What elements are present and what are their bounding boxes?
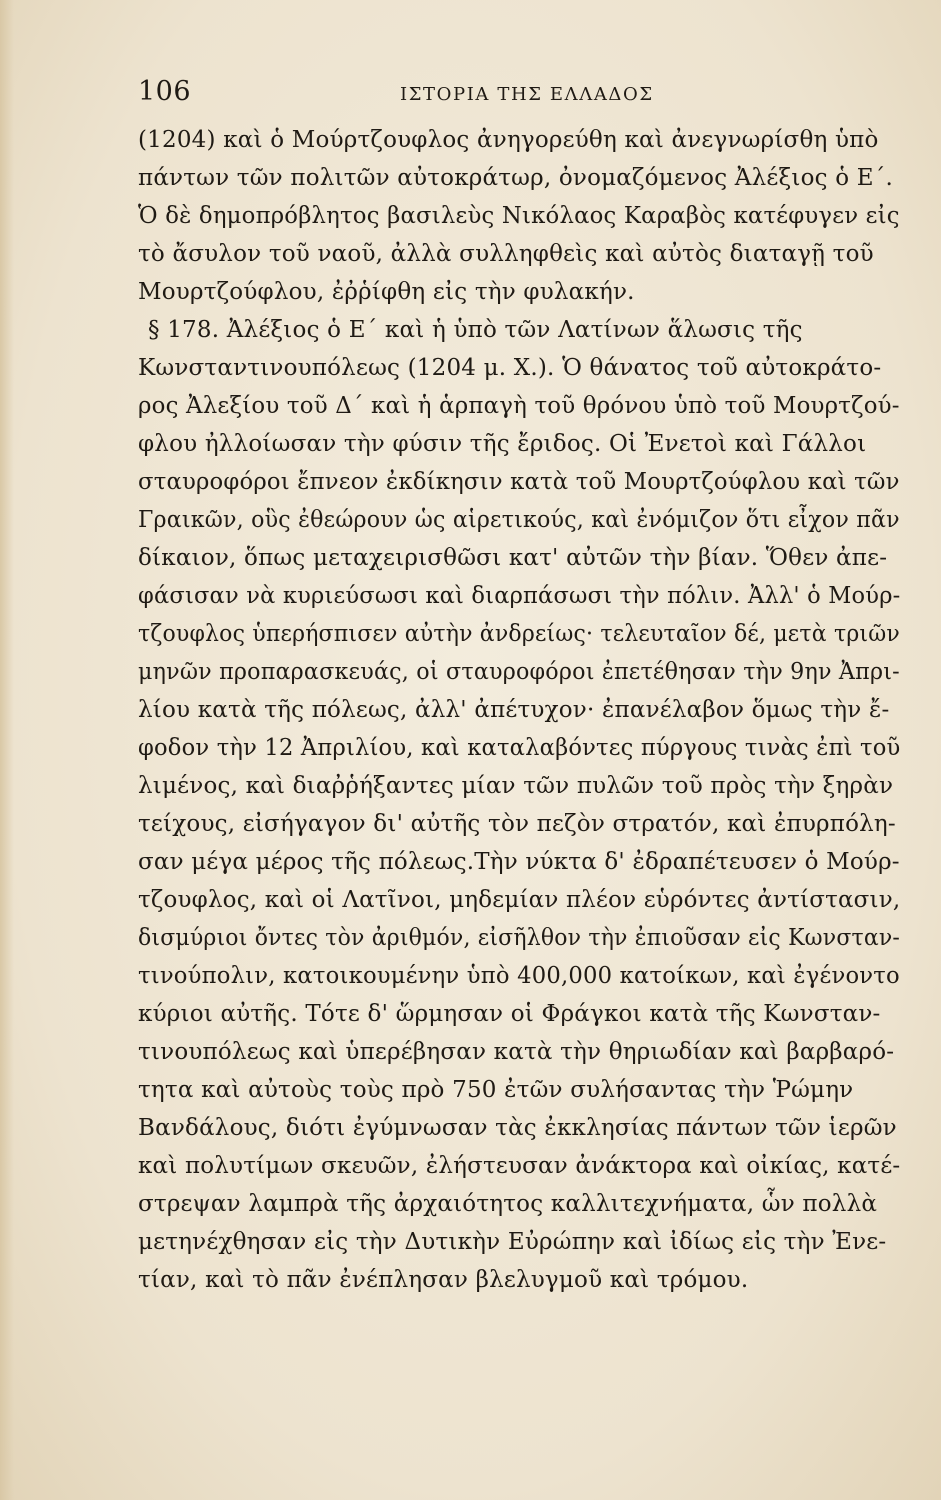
text-line: φλου ἠλλοίωσαν τὴν φύσιν τῆς ἔριδος. Οἱ Ἐνετοὶ καὶ Γάλλοι bbox=[138, 431, 867, 457]
text-line: πάντων τῶν πολιτῶν αὐτοκράτωρ, ὀνομαζόμενος Ἀλέξιος ὁ Ε΄. bbox=[138, 165, 893, 191]
page-header bbox=[138, 72, 898, 112]
text-line: τείχους, εἰσήγαγον δι' αὐτῆς τὸν πεζὸν στρατόν, καὶ ἐπυρπόλη- bbox=[138, 811, 896, 837]
text-line: τητα καὶ αὐτοὺς τοὺς πρὸ 750 ἐτῶν συλήσαντας τὴν Ῥώμην bbox=[138, 1077, 854, 1103]
text-line: λίου κατὰ τῆς πόλεως, ἀλλ' ἀπέτυχον· ἐπανέλαβον ὅμως τὴν ἔ- bbox=[138, 697, 890, 723]
text-line: ρος Ἀλεξίου τοῦ Δ΄ καὶ ἡ ἁρπαγὴ τοῦ θρόνου ὑπὸ τοῦ Μουρτζού- bbox=[138, 393, 900, 419]
section-heading-line: § 178. Ἀλέξιος ὁ Ε΄ καὶ ἡ ὑπὸ τῶν Λατίνων ἅλωσις τῆς bbox=[148, 317, 803, 343]
text-line: σταυροφόροι ἔπνεον ἐκδίκησιν κατὰ τοῦ Μουρτζούφλου καὶ τῶν bbox=[138, 469, 900, 495]
text-line: σαν μέγα μέρος τῆς πόλεως.Τὴν νύκτα δ' ἐδραπέτευσεν ὁ Μούρ- bbox=[138, 849, 900, 875]
text-line: μηνῶν προπαρασκευάς, οἱ σταυροφόροι ἐπετέθησαν τὴν 9ην Ἀπρι- bbox=[138, 659, 900, 685]
text-line: (1204) καὶ ὁ Μούρτζουφλος ἀνηγορεύθη καὶ ἀνεγνωρίσθη ὑπὸ bbox=[138, 127, 879, 153]
text-line: φάσισαν νὰ κυριεύσωσι καὶ διαρπάσωσι τὴν πόλιν. Ἀλλ' ὁ Μούρ- bbox=[138, 583, 901, 609]
text-line: τζουφλος ὑπερήσπισεν αὐτὴν ἀνδρείως· τελευταῖον δέ, μετὰ τριῶν bbox=[138, 621, 900, 647]
running-title: ΙΣΤΟΡΙΑ ΤΗΣ ΕΛΛΑΔΟΣ bbox=[400, 84, 654, 105]
page-number: 106 bbox=[138, 76, 192, 107]
text-line: κύριοι αὐτῆς. Τότε δ' ὥρμησαν οἱ Φράγκοι κατὰ τῆς Κωνσταν- bbox=[138, 1001, 881, 1027]
text-line: τζουφλος, καὶ οἱ Λατῖνοι, μηδεμίαν πλέον εὑρόντες ἀντίστασιν, bbox=[138, 887, 901, 913]
text-line: μετηνέχθησαν εἰς τὴν Δυτικὴν Εὐρώπην καὶ ἰδίως εἰς τὴν Ἐνε- bbox=[138, 1229, 887, 1255]
text-line: τίαν, καὶ τὸ πᾶν ἐνέπλησαν βλελυγμοῦ καὶ τρόμου. bbox=[138, 1267, 749, 1293]
text-line: Κωνσταντινουπόλεως (1204 μ. Χ.). Ὁ θάνατος τοῦ αὐτοκράτο- bbox=[138, 355, 882, 381]
text-line: τινούπολιν, κατοικουμένην ὑπὸ 400,000 κατοίκων, καὶ ἐγένοντο bbox=[138, 963, 900, 989]
text-line: τινουπόλεως καὶ ὑπερέβησαν κατὰ τὴν θηριωδίαν καὶ βαρβαρό- bbox=[138, 1039, 895, 1065]
text-line: φοδον τὴν 12 Ἀπριλίου, καὶ καταλαβόντες πύργους τινὰς ἐπὶ τοῦ bbox=[138, 735, 901, 761]
page-edge-shadow bbox=[0, 0, 14, 1500]
text-line: δίκαιον, ὅπως μεταχειρισθῶσι κατ' αὐτῶν τὴν βίαν. Ὅθεν ἀπε- bbox=[138, 545, 888, 571]
text-line: στρεψαν λαμπρὰ τῆς ἀρχαιότητος καλλιτεχνήματα, ὧν πολλὰ bbox=[138, 1191, 878, 1217]
text-line: Ὁ δὲ δημοπρόβλητος βασιλεὺς Νικόλαος Καραβὸς κατέφυγεν εἰς bbox=[138, 203, 900, 229]
text-line: τὸ ἄσυλον τοῦ ναοῦ, ἀλλὰ συλληφθεὶς καὶ αὐτὸς διαταγῇ τοῦ bbox=[138, 241, 874, 267]
text-line: Βανδάλους, διότι ἐγύμνωσαν τὰς ἐκκλησίας πάντων τῶν ἱερῶν bbox=[138, 1115, 897, 1141]
text-line: Γραικῶν, οὓς ἐθεώρουν ὡς αἱρετικούς, καὶ ἐνόμιζον ὅτι εἶχον πᾶν bbox=[138, 507, 900, 533]
text-line: δισμύριοι ὄντες τὸν ἀριθμόν, εἰσῆλθον τὴν ἐπιοῦσαν εἰς Κωνσταν- bbox=[138, 925, 901, 951]
text-line: λιμένος, καὶ διαῤῥήξαντες μίαν τῶν πυλῶν τοῦ πρὸς τὴν ξηρὰν bbox=[138, 773, 894, 799]
text-line: καὶ πολυτίμων σκευῶν, ἐλήστευσαν ἀνάκτορα καὶ οἰκίας, κατέ- bbox=[138, 1153, 901, 1179]
text-line: Μουρτζούφλου, ἐῤῥίφθη εἰς τὴν φυλακήν. bbox=[138, 279, 635, 305]
